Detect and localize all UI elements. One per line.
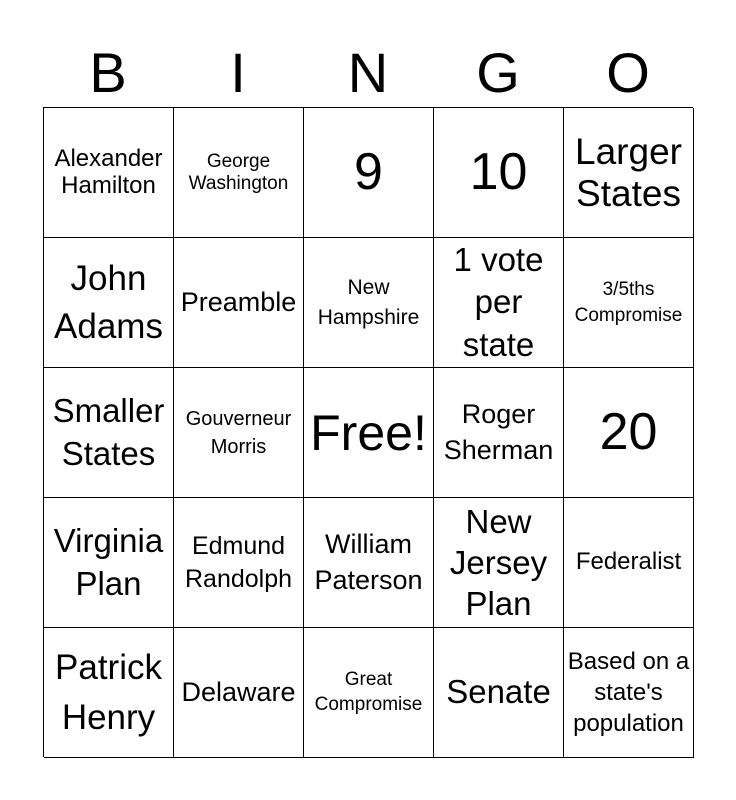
bingo-cell[interactable] (304, 498, 434, 628)
cell-text: Free! (310, 404, 427, 461)
bingo-cell[interactable] (304, 108, 434, 238)
bingo-cell[interactable] (564, 498, 694, 628)
cell-text: Preamble (180, 287, 297, 318)
bingo-cell[interactable] (174, 498, 304, 628)
cell-text: 20 (599, 403, 658, 462)
header-letter-g: G (476, 41, 520, 104)
cell-text: Alexander Hamilton (54, 144, 163, 199)
cell-text: New Jersey Plan (449, 502, 548, 623)
bingo-cell[interactable] (434, 108, 564, 238)
bingo-cell[interactable] (434, 368, 564, 498)
header-letter-i: I (230, 41, 246, 104)
bingo-cell[interactable] (44, 628, 174, 758)
bingo-cell[interactable] (44, 108, 174, 238)
cell-text: Federalist (575, 548, 682, 576)
cell-text: 3/5ths Compromise (574, 278, 683, 326)
cell-text: Great Compromise (314, 668, 423, 715)
bingo-cell[interactable] (564, 108, 694, 238)
bingo-cell[interactable] (44, 238, 174, 368)
cell-text: New Hampshire (317, 276, 420, 329)
header-letter-n: N (347, 41, 389, 104)
bingo-cell[interactable] (174, 628, 304, 758)
bingo-cell[interactable] (174, 368, 304, 498)
bingo-cell[interactable] (44, 368, 174, 498)
cell-text: Senate (446, 673, 551, 711)
cell-text: John Adams (54, 259, 163, 346)
bingo-cell[interactable] (304, 628, 434, 758)
cell-text: Gouverneur Morris (185, 407, 292, 458)
bingo-header (43, 42, 693, 104)
cell-text: Delaware (181, 677, 296, 708)
cell-text: George Washington (188, 151, 289, 194)
bingo-board (43, 107, 693, 757)
header-letter-b: B (89, 41, 127, 104)
cell-text: Larger States (575, 131, 682, 214)
cell-text: 1 vote per state (453, 241, 544, 363)
cell-text: Virginia Plan (53, 521, 164, 602)
bingo-cell[interactable] (304, 238, 434, 368)
cell-text: Based on a state's population (567, 647, 690, 738)
bingo-cell[interactable] (434, 238, 564, 368)
bingo-cell[interactable] (564, 238, 694, 368)
cell-text: Patrick Henry (55, 647, 162, 737)
bingo-cell[interactable] (174, 238, 304, 368)
cell-text: William Paterson (314, 529, 423, 595)
cell-text: 9 (354, 143, 383, 202)
bingo-cell[interactable] (564, 628, 694, 758)
bingo-cell[interactable] (564, 368, 694, 498)
bingo-cell[interactable] (44, 498, 174, 628)
cell-text: Smaller States (52, 391, 165, 472)
bingo-cell[interactable] (434, 498, 564, 628)
bingo-cell[interactable] (304, 368, 434, 498)
cell-text: Roger Sherman (443, 399, 554, 465)
bingo-cell[interactable] (434, 628, 564, 758)
cell-text: Edmund Randolph (184, 532, 293, 593)
header-letter-o: O (606, 41, 650, 104)
cell-text: 10 (469, 143, 528, 202)
bingo-cell[interactable] (174, 108, 304, 238)
